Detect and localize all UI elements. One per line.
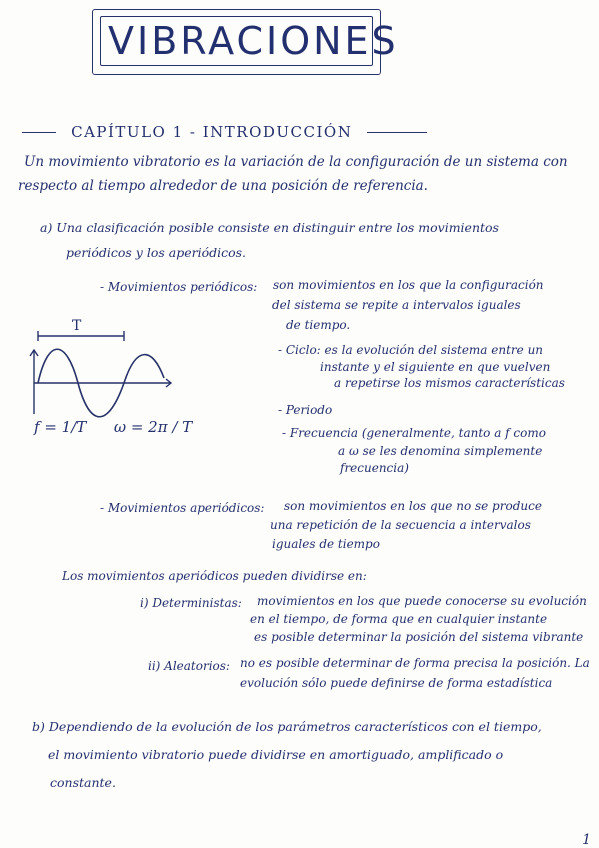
- periodic-label: - Movimientos periódicos:: [100, 280, 258, 294]
- frecuencia-line-3: frecuencia): [340, 461, 409, 475]
- deterministas-text-3: es posible determinar la posición del sistema vibrante: [254, 630, 584, 644]
- intro-line-1: Un movimiento vibratorio es la variación de la configuración de un sistema con: [24, 154, 568, 170]
- deterministas-text-2: en el tiempo, de forma que en cualquier instante: [250, 612, 548, 626]
- aperiodic-text-2: una repetición de la secuencia a intervalos: [270, 518, 531, 532]
- frecuencia-line-2: a ω se les denomina simplemente: [338, 444, 543, 458]
- deterministas-text-1: movimientos en los que puede conocerse su evolución: [257, 594, 587, 608]
- frecuencia-line-1: - Frecuencia (generalmente, tanto a f como: [282, 426, 546, 440]
- sine-wave-sketch: [26, 318, 176, 418]
- section-b-line-1: b) Dependiendo de la evolución de los parámetros característicos con el tiempo,: [32, 719, 542, 734]
- ciclo-line-1: - Ciclo: es la evolución del sistema entre un: [278, 343, 544, 357]
- aperiodic-text-1: son movimientos en los que no se produce: [284, 499, 542, 513]
- intro-line-2: respecto al tiempo alrededor de una posición de referencia.: [18, 178, 428, 194]
- deterministas-label: i) Deterministas:: [140, 596, 242, 610]
- division-line: Los movimientos aperiódicos pueden dividirse en:: [62, 569, 367, 583]
- aleatorios-text-1: no es posible determinar de forma precisa la posición. La: [240, 656, 590, 670]
- periodo-item: - Periodo: [278, 403, 333, 417]
- section-a-line-1: a) Una clasificación posible consiste en distinguir entre los movimientos: [40, 220, 499, 235]
- ciclo-line-3: a repetirse los mismos características: [334, 376, 565, 390]
- periodic-text-2: del sistema se repite a intervalos iguales: [272, 298, 521, 312]
- frequency-formulas: [34, 418, 192, 436]
- section-b-line-2: el movimiento vibratorio puede dividirse en amortiguado, amplificado o: [48, 747, 504, 762]
- aperiodic-label: - Movimientos aperiódicos:: [100, 501, 265, 515]
- section-b-line-3: constante.: [50, 775, 116, 790]
- periodic-text-3: de tiempo.: [286, 318, 351, 332]
- aperiodic-text-3: iguales de tiempo: [272, 537, 380, 551]
- chapter-title: CAPÍTULO 1 - INTRODUCCIÓN: [71, 123, 353, 141]
- section-a-line-2: periódicos y los aperiódicos.: [66, 245, 247, 260]
- formula-omega: ω = 2π / T: [113, 418, 193, 436]
- formula-f: f = 1/T: [34, 418, 87, 436]
- periodic-text-1: son movimientos en los que la configuración: [273, 278, 544, 292]
- aleatorios-text-2: evolución sólo puede definirse de forma estadística: [240, 676, 553, 690]
- page-number: 1: [582, 832, 591, 848]
- heading-rule-left: [22, 132, 56, 133]
- heading-rule-right: [367, 132, 427, 133]
- page-title: VIBRACIONES: [108, 19, 399, 63]
- aleatorios-label: ii) Aleatorios:: [148, 659, 230, 673]
- wave-period-label: T: [72, 318, 82, 334]
- ciclo-line-2: instante y el siguiente en que vuelven: [320, 360, 551, 374]
- chapter-heading: [22, 122, 427, 141]
